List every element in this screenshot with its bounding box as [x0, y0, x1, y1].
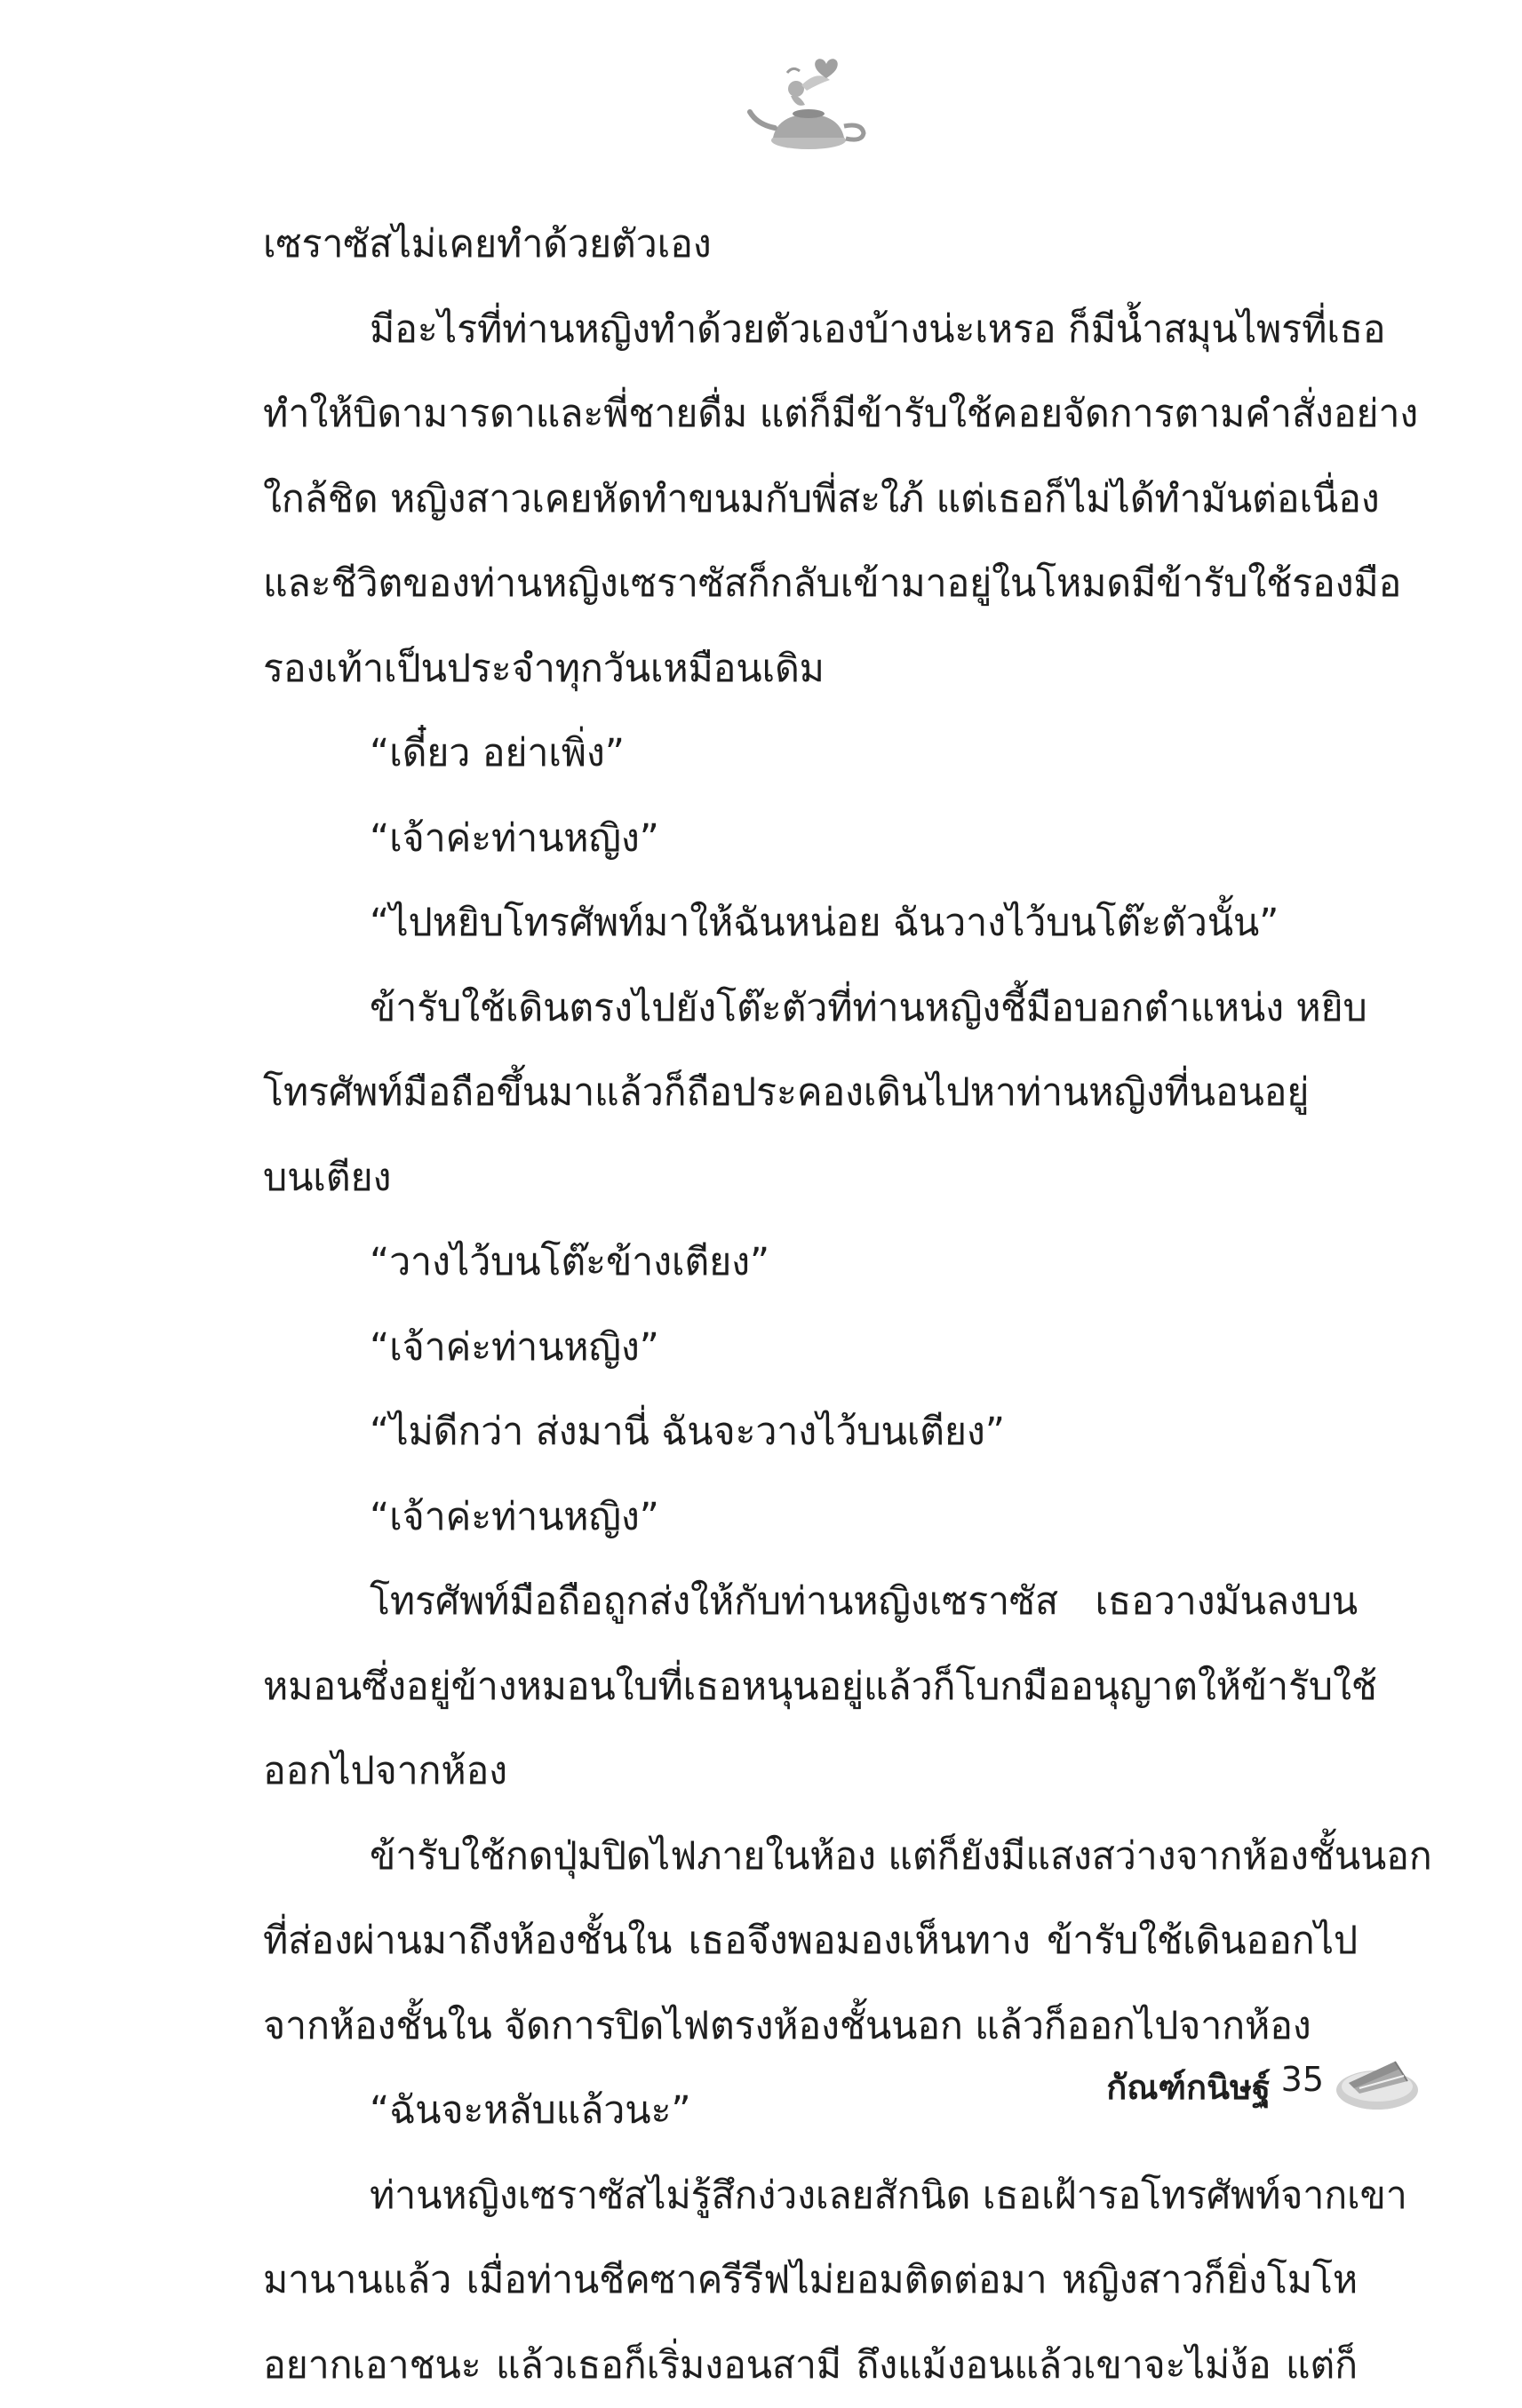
text-line: โทรศัพท์มือถือถูกส่งให้กับท่านหญิงเซราซัส เธอวางมันลงบน [263, 1560, 1358, 1645]
text-line: เซราซัสไม่เคยทำด้วยตัวเอง [263, 203, 1358, 288]
text-line: “ไปหยิบโทรศัพท์มาให้ฉันหน่อย ฉันวางไว้บนโต๊ะตัวนั้น” [263, 881, 1358, 966]
text-line: อยากเอาชนะ แล้วเธอก็เริ่มงอนสามี ถึงแม้งอนแล้วเขาจะไม่ง้อ แต่ก็ [263, 2324, 1358, 2408]
text-line: ออกไปจากห้อง [263, 1729, 1358, 1815]
text-line: “เจ้าค่ะท่านหญิง” [263, 797, 1358, 882]
text-line: “เจ้าค่ะท่านหญิง” [263, 1475, 1358, 1561]
page-number: 35 [1281, 2060, 1324, 2099]
text-line: “ฉันจะหลับแล้วนะ” [263, 2069, 1358, 2154]
teapot-cupid-ornament-icon [737, 53, 880, 160]
text-line: โทรศัพท์มือถือขึ้นมาแล้วก็ถือประคองเดินไปหาท่านหญิงที่นอนอยู่ [263, 1051, 1358, 1136]
text-line: บนเตียง [263, 1136, 1358, 1221]
text-line: และชีวิตของท่านหญิงเซราซัสก็กลับเข้ามาอยู่ในโหมดมีข้ารับใช้รองมือ [263, 542, 1358, 627]
text-line: ที่ส่องผ่านมาถึงห้องชั้นใน เธอจึงพอมองเห็นทาง ข้ารับใช้เดินออกไป [263, 1899, 1358, 1984]
text-line: “เดี๋ยว อย่าเพิ่ง” [263, 711, 1358, 797]
text-line: “วางไว้บนโต๊ะข้างเตียง” [263, 1220, 1358, 1306]
cake-slice-ornament-icon [1333, 2047, 1422, 2113]
text-line: ใกล้ชิด หญิงสาวเคยหัดทำขนมกับพี่สะใภ้ แต่เธอก็ไม่ได้ทำมันต่อเนื่อง [263, 457, 1358, 543]
text-line: ทำให้บิดามารดาและพี่ชายดื่ม แต่ก็มีข้ารับใช้คอยจัดการตามคำสั่งอย่าง [263, 372, 1358, 457]
text-line: ท่านหญิงเซราซัสไม่รู้สึกง่วงเลยสักนิด เธอเฝ้ารอโทรศัพท์จากเขา [263, 2154, 1358, 2239]
text-line: มานานแล้ว เมื่อท่านชีคซาครีรีฟไม่ยอมติดต่อมา หญิงสาวก็ยิ่งโมโห [263, 2238, 1358, 2324]
text-line: “ไม่ดีกว่า ส่งมานี่ ฉันจะวางไว้บนเตียง” [263, 1390, 1358, 1475]
running-title: กัณฑ์กนิษฐ์ [1106, 2060, 1271, 2114]
page-footer [1048, 2047, 1422, 2118]
text-line: ข้ารับใช้กดปุ่มปิดไฟภายในห้อง แต่ก็ยังมีแสงสว่างจากห้องชั้นนอก [263, 1815, 1358, 1900]
text-line: รองเท้าเป็นประจำทุกวันเหมือนเดิม [263, 627, 1358, 712]
text-line: มีอะไรที่ท่านหญิงทำด้วยตัวเองบ้างน่ะเหรอ ก็มีน้ำสมุนไพรที่เธอ [263, 288, 1358, 373]
text-line: หมอนซึ่งอยู่ข้างหมอนใบที่เธอหนุนอยู่แล้วก็โบกมืออนุญาตให้ข้ารับใช้ [263, 1645, 1358, 1730]
text-line: ข้ารับใช้เดินตรงไปยังโต๊ะตัวที่ท่านหญิงชี้มือบอกตำแหน่ง หยิบ [263, 966, 1358, 1052]
text-line: “เจ้าค่ะท่านหญิง” [263, 1306, 1358, 1391]
text-line: จากห้องชั้นใน จัดการปิดไฟตรงห้องชั้นนอก แล้วก็ออกไปจากห้อง [263, 1984, 1358, 2070]
